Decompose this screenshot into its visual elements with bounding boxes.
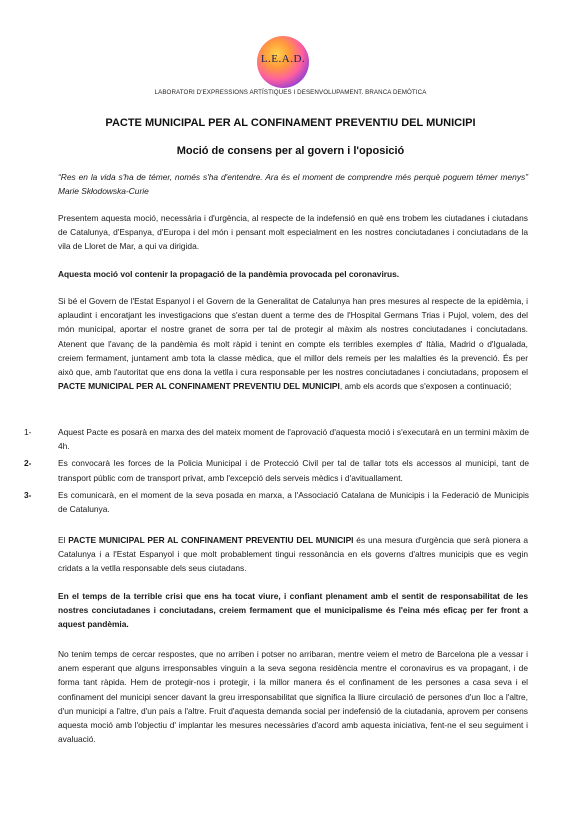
- context-text: Si bé el Govern de l'Estat Espanyol i el Govern de la Generalitat de Catalunya han pres mesures al respecte de la epidèmia, i aplaudint i encoratjant les investigacions que s'estan duent a terme des de l'Hospital Germans Trias i Pujol, volem, des del món municipal, aportar el nostre granet de sorra per tal de protegir al màxim als nostres conciutadanes i conciutadans. Atenent que l'avanç de la pandèmia és molt ràpid i tenint en compte els terribles exemples d' Itàlia, Madrid o d'Igualada, creiem fermament, juntament amb tota la classe mèdica, que el millor dels remeis per les malalties és la prevenció. És per això que, amb l'autoritat que ens dona la vetlla i cura responsable per les nostres conciutadanes i conciutadans, proposem el: [58, 296, 528, 378]
- list-text: Es comunicarà, en el moment de la seva posada en marxa, a l'Associació Catalana de Municipis i la Federació de Municipis de Catalunya.: [58, 489, 529, 515]
- list-item: [24, 456, 529, 484]
- list-number: 1-: [24, 427, 32, 437]
- list-number: 2-: [24, 458, 32, 469]
- list-item: [24, 425, 529, 453]
- agreements-list: [24, 425, 529, 516]
- list-text: Es convocarà les forces de la Policia Municipal i de Protecció Civil per tal de tallar tots els accessos al municipi, tant de transport públic com de transport privat, amb l'excepció dels serveis mèdics i d'avituallament.: [58, 458, 529, 483]
- aim-statement: Aquesta moció vol contenir la propagació de la pandèmia provocada pel coronavirus.: [58, 269, 400, 279]
- context-tail: , amb els acords que s'exposen a continuació;: [339, 381, 512, 392]
- lead-logo: [257, 36, 309, 88]
- crisis-paragraph: En el temps de la terrible crisi que ens ha tocat viure, i confiant plenament amb el sentit de responsabilitat de les nostres conciutadanes i conciutadans, creiem fermament que el municipalisme és l'eina més eficaç per fer front a aquest pandèmia.: [58, 591, 528, 630]
- logo-text: L.E.A.D.: [260, 53, 306, 65]
- list-number: 3-: [24, 489, 32, 500]
- quote: “Res en la vida s'ha de témer, només s'ha d'entendre. Ara és el moment de comprendre més perquè poguem témer menys” Marie Skłodowska-Curie: [58, 172, 528, 197]
- list-item: [24, 488, 529, 516]
- pact-lead: El: [58, 535, 69, 545]
- list-text: Aquest Pacte es posarà en marxa des del mateix moment de l'aprovació d'aquesta moció i s'executarà en un termini màxim de 4h.: [58, 427, 529, 452]
- document-subtitle: Moció de consens per al govern i l'oposició: [176, 145, 405, 157]
- pact-description: [58, 533, 528, 576]
- lab-header: LABORATORI D'EXPRESSIONS ARTÍSTIQUES I DESENVOLUPAMENT. BRANCA DEMÒTICA: [154, 89, 427, 96]
- pact-name: PACTE MUNICIPAL PER AL CONFINAMENT PREVENTIU DEL MUNICIPI: [58, 381, 340, 392]
- document-title: PACTE MUNICIPAL PER AL CONFINAMENT PREVENTIU DEL MUNICIPI: [105, 117, 476, 129]
- intro-paragraph: Presentem aquesta moció, necessària i d'urgència, al respecte de la indefensió en què ens trobem les ciutadanes i ciutadans de Catalunya, d'Espanya, d'Europa i del món i pensant molt especialment en les nostres conciutadanes i conciutadans de la vila de Lloret de Mar, a qui va dirigida.: [58, 213, 528, 252]
- context-paragraph: [58, 294, 528, 393]
- pact-text: és una mesura d'urgència que serà pionera a Catalunya i a l'Estat Espanyol i que molt probablement tingui ressonància en els governs d'altres municipis que es vegin cridats a la vetlla responsable dels seus ciutadans.: [58, 535, 528, 574]
- closing-paragraph: No tenim temps de cercar respostes, que no arriben i potser no arribaran, mentre veiem el metro de Barcelona ple a vessar i anem esperant que alguns irresponsables vinguin a la seva segona residència mentre el coronavirus es va propagant, i de forma tant ràpida. Hem de protegir-nos i protegir, i la millor manera és el confinament de les persones a casa seva i el confinament del municipi sencer davant la greu irresponsabilitat que significa la lliure circulació de persones d'un lloc a l'altre, d'un municipi a l'altre, d'un país a l'altre. Fruit d'aquesta demanda social per indefensió de la ciutadania, aprovem per consens aquesta moció amb l'objectiu d' implantar les mesures necessàries d'acord amb aquesta iniciativa, fent-ne el seu seguiment i avaluació.: [58, 649, 528, 745]
- pact-name-2: PACTE MUNICIPAL PER AL CONFINAMENT PREVENTIU DEL MUNICIPI: [68, 535, 354, 545]
